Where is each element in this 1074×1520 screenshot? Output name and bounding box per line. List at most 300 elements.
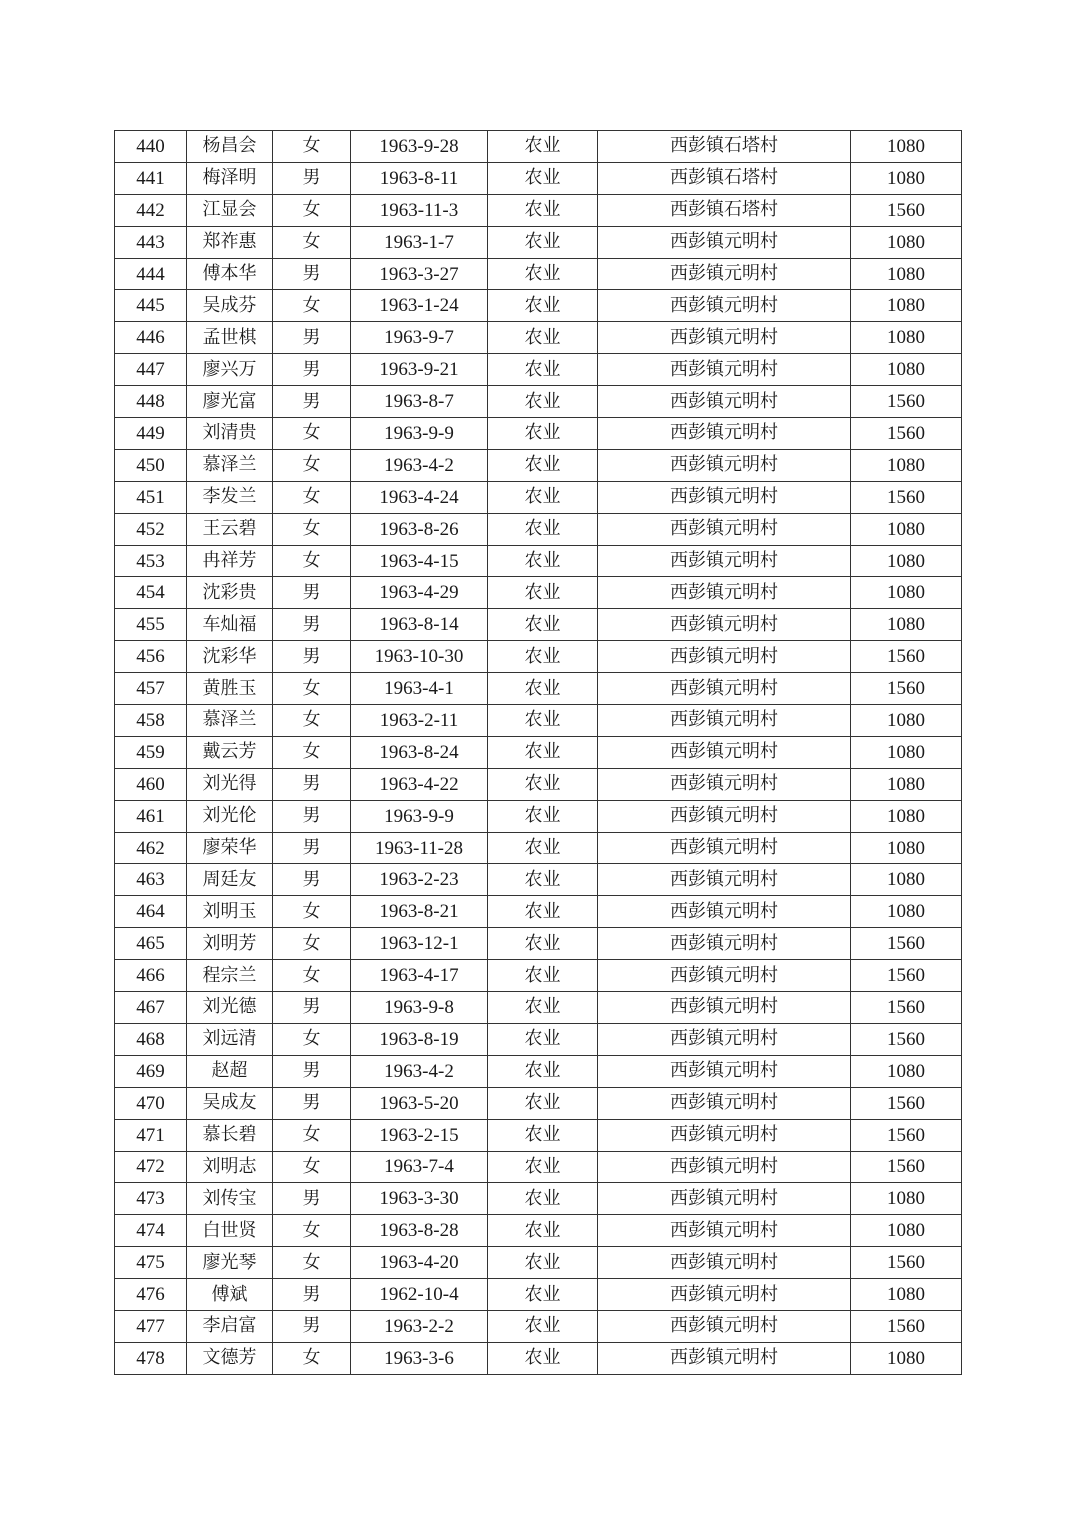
gender: 女 (273, 545, 351, 577)
birth-date: 1963-11-3 (351, 194, 488, 226)
gender: 男 (273, 1310, 351, 1342)
row-number: 478 (115, 1342, 187, 1374)
table-row (115, 1151, 962, 1183)
birth-date: 1963-9-9 (351, 418, 488, 450)
table-row (115, 449, 962, 481)
gender: 男 (273, 577, 351, 609)
amount: 1560 (851, 1151, 962, 1183)
birth-date: 1963-4-24 (351, 481, 488, 513)
occupation: 农业 (488, 290, 598, 322)
address: 西彭镇元明村 (598, 1055, 851, 1087)
address: 西彭镇元明村 (598, 1151, 851, 1183)
gender: 男 (273, 992, 351, 1024)
person-name: 傅斌 (187, 1279, 273, 1311)
roster-table-body (115, 131, 962, 1375)
table-row (115, 1215, 962, 1247)
occupation: 农业 (488, 1342, 598, 1374)
address: 西彭镇元明村 (598, 832, 851, 864)
person-name: 文德芳 (187, 1342, 273, 1374)
gender: 男 (273, 641, 351, 673)
address: 西彭镇元明村 (598, 1023, 851, 1055)
roster-table (114, 130, 962, 1375)
table-row (115, 1247, 962, 1279)
person-name: 赵超 (187, 1055, 273, 1087)
gender: 女 (273, 131, 351, 163)
table-row (115, 960, 962, 992)
person-name: 梅泽明 (187, 162, 273, 194)
amount: 1560 (851, 194, 962, 226)
row-number: 458 (115, 705, 187, 737)
occupation: 农业 (488, 1183, 598, 1215)
gender: 女 (273, 1215, 351, 1247)
occupation: 农业 (488, 1023, 598, 1055)
occupation: 农业 (488, 864, 598, 896)
person-name: 孟世棋 (187, 322, 273, 354)
row-number: 475 (115, 1247, 187, 1279)
person-name: 李启富 (187, 1310, 273, 1342)
person-name: 程宗兰 (187, 960, 273, 992)
address: 西彭镇元明村 (598, 992, 851, 1024)
gender: 男 (273, 864, 351, 896)
birth-date: 1963-4-29 (351, 577, 488, 609)
birth-date: 1963-9-8 (351, 992, 488, 1024)
row-number: 477 (115, 1310, 187, 1342)
birth-date: 1963-8-24 (351, 736, 488, 768)
row-number: 451 (115, 481, 187, 513)
gender: 男 (273, 768, 351, 800)
gender: 女 (273, 896, 351, 928)
row-number: 455 (115, 609, 187, 641)
row-number: 447 (115, 354, 187, 386)
table-row (115, 131, 962, 163)
amount: 1560 (851, 960, 962, 992)
person-name: 刘光伦 (187, 800, 273, 832)
amount: 1560 (851, 673, 962, 705)
occupation: 农业 (488, 1119, 598, 1151)
birth-date: 1963-2-15 (351, 1119, 488, 1151)
table-row (115, 226, 962, 258)
table-row (115, 290, 962, 322)
row-number: 474 (115, 1215, 187, 1247)
gender: 男 (273, 386, 351, 418)
person-name: 沈彩贵 (187, 577, 273, 609)
table-row (115, 800, 962, 832)
row-number: 441 (115, 162, 187, 194)
row-number: 473 (115, 1183, 187, 1215)
occupation: 农业 (488, 641, 598, 673)
birth-date: 1963-9-21 (351, 354, 488, 386)
table-row (115, 768, 962, 800)
amount: 1080 (851, 1215, 962, 1247)
person-name: 廖光富 (187, 386, 273, 418)
person-name: 廖兴万 (187, 354, 273, 386)
row-number: 445 (115, 290, 187, 322)
address: 西彭镇元明村 (598, 864, 851, 896)
amount: 1080 (851, 322, 962, 354)
address: 西彭镇元明村 (598, 705, 851, 737)
amount: 1080 (851, 768, 962, 800)
amount: 1080 (851, 162, 962, 194)
table-row (115, 1310, 962, 1342)
row-number: 457 (115, 673, 187, 705)
row-number: 448 (115, 386, 187, 418)
table-row (115, 481, 962, 513)
occupation: 农业 (488, 800, 598, 832)
table-row (115, 1087, 962, 1119)
birth-date: 1963-2-11 (351, 705, 488, 737)
birth-date: 1963-3-6 (351, 1342, 488, 1374)
row-number: 471 (115, 1119, 187, 1151)
person-name: 刘明玉 (187, 896, 273, 928)
gender: 女 (273, 1023, 351, 1055)
occupation: 农业 (488, 1151, 598, 1183)
address: 西彭镇元明村 (598, 928, 851, 960)
person-name: 郑祚惠 (187, 226, 273, 258)
occupation: 农业 (488, 1247, 598, 1279)
birth-date: 1963-3-30 (351, 1183, 488, 1215)
table-row (115, 641, 962, 673)
amount: 1080 (851, 1342, 962, 1374)
gender: 男 (273, 1183, 351, 1215)
address: 西彭镇石塔村 (598, 194, 851, 226)
row-number: 442 (115, 194, 187, 226)
address: 西彭镇元明村 (598, 1215, 851, 1247)
occupation: 农业 (488, 609, 598, 641)
person-name: 吴成芬 (187, 290, 273, 322)
table-row (115, 194, 962, 226)
person-name: 李发兰 (187, 481, 273, 513)
occupation: 农业 (488, 1055, 598, 1087)
person-name: 江显会 (187, 194, 273, 226)
address: 西彭镇元明村 (598, 1183, 851, 1215)
address: 西彭镇元明村 (598, 1119, 851, 1151)
occupation: 农业 (488, 545, 598, 577)
gender: 女 (273, 928, 351, 960)
address: 西彭镇元明村 (598, 577, 851, 609)
gender: 男 (273, 258, 351, 290)
birth-date: 1963-4-20 (351, 1247, 488, 1279)
amount: 1560 (851, 928, 962, 960)
birth-date: 1963-4-15 (351, 545, 488, 577)
birth-date: 1963-4-1 (351, 673, 488, 705)
gender: 女 (273, 481, 351, 513)
address: 西彭镇元明村 (598, 322, 851, 354)
person-name: 刘明志 (187, 1151, 273, 1183)
birth-date: 1963-8-26 (351, 513, 488, 545)
row-number: 454 (115, 577, 187, 609)
row-number: 469 (115, 1055, 187, 1087)
gender: 男 (273, 800, 351, 832)
amount: 1560 (851, 1023, 962, 1055)
person-name: 冉祥芳 (187, 545, 273, 577)
person-name: 慕泽兰 (187, 449, 273, 481)
amount: 1560 (851, 481, 962, 513)
birth-date: 1962-10-4 (351, 1279, 488, 1311)
person-name: 慕泽兰 (187, 705, 273, 737)
amount: 1080 (851, 290, 962, 322)
gender: 男 (273, 322, 351, 354)
table-row (115, 354, 962, 386)
occupation: 农业 (488, 162, 598, 194)
amount: 1080 (851, 864, 962, 896)
address: 西彭镇元明村 (598, 449, 851, 481)
amount: 1560 (851, 641, 962, 673)
address: 西彭镇元明村 (598, 1310, 851, 1342)
occupation: 农业 (488, 386, 598, 418)
birth-date: 1963-8-11 (351, 162, 488, 194)
address: 西彭镇元明村 (598, 1342, 851, 1374)
table-row (115, 258, 962, 290)
occupation: 农业 (488, 354, 598, 386)
table-row (115, 386, 962, 418)
birth-date: 1963-4-17 (351, 960, 488, 992)
birth-date: 1963-8-19 (351, 1023, 488, 1055)
address: 西彭镇元明村 (598, 258, 851, 290)
occupation: 农业 (488, 673, 598, 705)
address: 西彭镇元明村 (598, 354, 851, 386)
occupation: 农业 (488, 832, 598, 864)
address: 西彭镇元明村 (598, 768, 851, 800)
table-row (115, 545, 962, 577)
row-number: 461 (115, 800, 187, 832)
row-number: 476 (115, 1279, 187, 1311)
gender: 女 (273, 1342, 351, 1374)
address: 西彭镇元明村 (598, 1247, 851, 1279)
birth-date: 1963-4-22 (351, 768, 488, 800)
occupation: 农业 (488, 131, 598, 163)
person-name: 刘传宝 (187, 1183, 273, 1215)
row-number: 452 (115, 513, 187, 545)
address: 西彭镇石塔村 (598, 131, 851, 163)
row-number: 470 (115, 1087, 187, 1119)
address: 西彭镇元明村 (598, 800, 851, 832)
row-number: 446 (115, 322, 187, 354)
amount: 1560 (851, 1247, 962, 1279)
person-name: 刘光德 (187, 992, 273, 1024)
birth-date: 1963-7-4 (351, 1151, 488, 1183)
person-name: 杨昌会 (187, 131, 273, 163)
table-row (115, 1055, 962, 1087)
address: 西彭镇元明村 (598, 960, 851, 992)
amount: 1080 (851, 131, 962, 163)
amount: 1080 (851, 449, 962, 481)
table-row (115, 1023, 962, 1055)
address: 西彭镇元明村 (598, 896, 851, 928)
gender: 女 (273, 226, 351, 258)
row-number: 456 (115, 641, 187, 673)
person-name: 沈彩华 (187, 641, 273, 673)
birth-date: 1963-2-23 (351, 864, 488, 896)
amount: 1560 (851, 386, 962, 418)
gender: 男 (273, 354, 351, 386)
table-row (115, 1183, 962, 1215)
gender: 男 (273, 1055, 351, 1087)
table-row (115, 896, 962, 928)
gender: 女 (273, 194, 351, 226)
gender: 女 (273, 960, 351, 992)
address: 西彭镇元明村 (598, 290, 851, 322)
address: 西彭镇元明村 (598, 1087, 851, 1119)
person-name: 廖荣华 (187, 832, 273, 864)
occupation: 农业 (488, 928, 598, 960)
table-row (115, 736, 962, 768)
address: 西彭镇元明村 (598, 641, 851, 673)
row-number: 463 (115, 864, 187, 896)
amount: 1080 (851, 354, 962, 386)
gender: 男 (273, 1279, 351, 1311)
gender: 男 (273, 609, 351, 641)
address: 西彭镇元明村 (598, 226, 851, 258)
table-row (115, 609, 962, 641)
occupation: 农业 (488, 481, 598, 513)
occupation: 农业 (488, 705, 598, 737)
amount: 1080 (851, 513, 962, 545)
address: 西彭镇元明村 (598, 386, 851, 418)
amount: 1080 (851, 705, 962, 737)
amount: 1080 (851, 1279, 962, 1311)
gender: 男 (273, 1087, 351, 1119)
row-number: 472 (115, 1151, 187, 1183)
row-number: 460 (115, 768, 187, 800)
row-number: 443 (115, 226, 187, 258)
gender: 女 (273, 736, 351, 768)
row-number: 465 (115, 928, 187, 960)
person-name: 刘清贵 (187, 418, 273, 450)
birth-date: 1963-8-28 (351, 1215, 488, 1247)
occupation: 农业 (488, 992, 598, 1024)
person-name: 黄胜玉 (187, 673, 273, 705)
person-name: 车灿福 (187, 609, 273, 641)
amount: 1080 (851, 896, 962, 928)
table-row (115, 322, 962, 354)
amount: 1080 (851, 226, 962, 258)
table-row (115, 418, 962, 450)
table-row (115, 1119, 962, 1151)
table-row (115, 832, 962, 864)
row-number: 467 (115, 992, 187, 1024)
gender: 女 (273, 705, 351, 737)
birth-date: 1963-11-28 (351, 832, 488, 864)
amount: 1080 (851, 545, 962, 577)
row-number: 468 (115, 1023, 187, 1055)
amount: 1080 (851, 1183, 962, 1215)
gender: 女 (273, 513, 351, 545)
amount: 1560 (851, 418, 962, 450)
occupation: 农业 (488, 736, 598, 768)
occupation: 农业 (488, 449, 598, 481)
occupation: 农业 (488, 322, 598, 354)
person-name: 慕长碧 (187, 1119, 273, 1151)
occupation: 农业 (488, 1215, 598, 1247)
gender: 女 (273, 290, 351, 322)
row-number: 459 (115, 736, 187, 768)
table-row (115, 864, 962, 896)
table-row (115, 577, 962, 609)
occupation: 农业 (488, 577, 598, 609)
occupation: 农业 (488, 1310, 598, 1342)
birth-date: 1963-4-2 (351, 1055, 488, 1087)
address: 西彭镇元明村 (598, 481, 851, 513)
birth-date: 1963-9-28 (351, 131, 488, 163)
address: 西彭镇元明村 (598, 673, 851, 705)
table-row (115, 162, 962, 194)
birth-date: 1963-10-30 (351, 641, 488, 673)
person-name: 王云碧 (187, 513, 273, 545)
birth-date: 1963-9-9 (351, 800, 488, 832)
occupation: 农业 (488, 194, 598, 226)
occupation: 农业 (488, 258, 598, 290)
amount: 1560 (851, 992, 962, 1024)
row-number: 466 (115, 960, 187, 992)
table-row (115, 1279, 962, 1311)
occupation: 农业 (488, 896, 598, 928)
person-name: 廖光琴 (187, 1247, 273, 1279)
amount: 1080 (851, 1055, 962, 1087)
amount: 1080 (851, 258, 962, 290)
person-name: 刘远清 (187, 1023, 273, 1055)
gender: 女 (273, 1247, 351, 1279)
amount: 1080 (851, 736, 962, 768)
occupation: 农业 (488, 960, 598, 992)
row-number: 453 (115, 545, 187, 577)
row-number: 449 (115, 418, 187, 450)
person-name: 刘明芳 (187, 928, 273, 960)
birth-date: 1963-2-2 (351, 1310, 488, 1342)
amount: 1560 (851, 1310, 962, 1342)
amount: 1080 (851, 800, 962, 832)
row-number: 464 (115, 896, 187, 928)
gender: 女 (273, 1119, 351, 1151)
gender: 女 (273, 673, 351, 705)
amount: 1080 (851, 577, 962, 609)
table-row (115, 513, 962, 545)
occupation: 农业 (488, 513, 598, 545)
birth-date: 1963-1-7 (351, 226, 488, 258)
amount: 1080 (851, 609, 962, 641)
row-number: 450 (115, 449, 187, 481)
address: 西彭镇元明村 (598, 609, 851, 641)
birth-date: 1963-9-7 (351, 322, 488, 354)
row-number: 462 (115, 832, 187, 864)
birth-date: 1963-8-14 (351, 609, 488, 641)
person-name: 白世贤 (187, 1215, 273, 1247)
birth-date: 1963-5-20 (351, 1087, 488, 1119)
person-name: 傅本华 (187, 258, 273, 290)
address: 西彭镇元明村 (598, 736, 851, 768)
row-number: 444 (115, 258, 187, 290)
gender: 男 (273, 832, 351, 864)
person-name: 刘光得 (187, 768, 273, 800)
birth-date: 1963-4-2 (351, 449, 488, 481)
table-row (115, 992, 962, 1024)
address: 西彭镇石塔村 (598, 162, 851, 194)
table-row (115, 928, 962, 960)
person-name: 戴云芳 (187, 736, 273, 768)
gender: 女 (273, 418, 351, 450)
occupation: 农业 (488, 418, 598, 450)
amount: 1560 (851, 1087, 962, 1119)
birth-date: 1963-8-7 (351, 386, 488, 418)
gender: 女 (273, 1151, 351, 1183)
gender: 男 (273, 162, 351, 194)
occupation: 农业 (488, 1279, 598, 1311)
birth-date: 1963-1-24 (351, 290, 488, 322)
birth-date: 1963-8-21 (351, 896, 488, 928)
amount: 1560 (851, 1119, 962, 1151)
table-row (115, 673, 962, 705)
address: 西彭镇元明村 (598, 418, 851, 450)
address: 西彭镇元明村 (598, 545, 851, 577)
